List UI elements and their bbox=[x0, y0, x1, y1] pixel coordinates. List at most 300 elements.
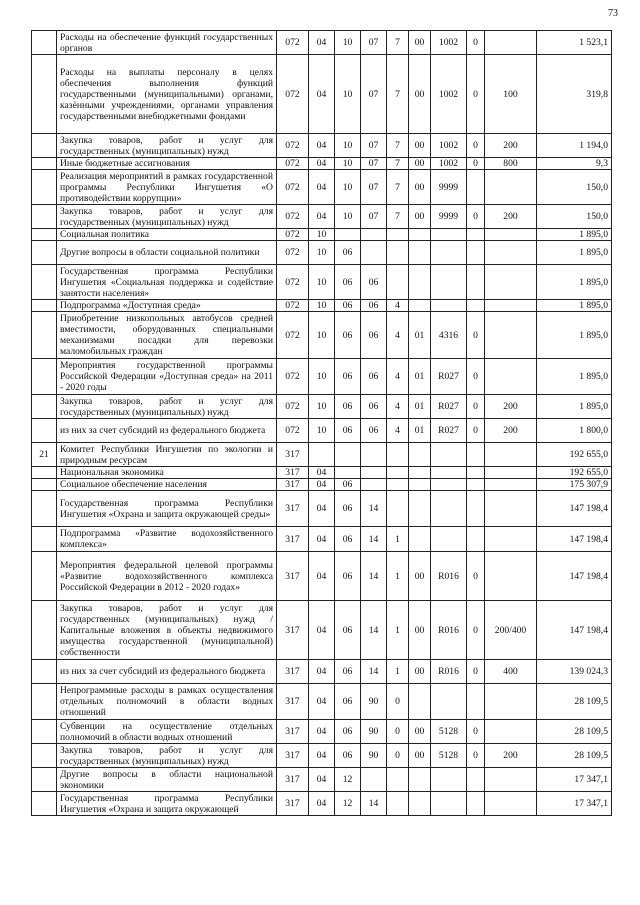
section-code: 10 bbox=[309, 229, 335, 241]
line-item-name: Другие вопросы в области социальной политики bbox=[57, 241, 277, 265]
table-row bbox=[32, 158, 612, 170]
page-number: 73 bbox=[608, 8, 618, 19]
extra-code bbox=[467, 479, 485, 491]
program-code: 07 bbox=[361, 158, 387, 170]
subprogram-code bbox=[387, 768, 409, 792]
subsection-code: 12 bbox=[335, 768, 361, 792]
extra-code: 0 bbox=[467, 419, 485, 443]
row-number bbox=[32, 792, 57, 816]
subprogram-code: 1 bbox=[387, 660, 409, 684]
activity-code: 00 bbox=[409, 158, 431, 170]
activity-code bbox=[409, 792, 431, 816]
expense-type-code bbox=[485, 527, 537, 552]
amount: 150,0 bbox=[537, 170, 612, 205]
direction-code bbox=[431, 527, 467, 552]
line-item-name: Национальная экономика bbox=[57, 467, 277, 479]
table-row bbox=[32, 300, 612, 312]
subsection-code: 12 bbox=[335, 792, 361, 816]
section-code: 10 bbox=[309, 359, 335, 395]
section-code: 10 bbox=[309, 241, 335, 265]
program-code: 06 bbox=[361, 395, 387, 419]
extra-code bbox=[467, 265, 485, 300]
program-code: 07 bbox=[361, 170, 387, 205]
program-code: 07 bbox=[361, 134, 387, 158]
subsection-code: 06 bbox=[335, 744, 361, 768]
table-row bbox=[32, 660, 612, 684]
direction-code: 1002 bbox=[431, 55, 467, 134]
expense-type-code bbox=[485, 359, 537, 395]
program-code: 06 bbox=[361, 300, 387, 312]
subprogram-code: 0 bbox=[387, 744, 409, 768]
program-code: 14 bbox=[361, 527, 387, 552]
activity-code: 00 bbox=[409, 134, 431, 158]
row-number bbox=[32, 527, 57, 552]
row-number bbox=[32, 229, 57, 241]
table-row bbox=[32, 55, 612, 134]
extra-code bbox=[467, 527, 485, 552]
activity-code: 00 bbox=[409, 744, 431, 768]
subprogram-code: 4 bbox=[387, 395, 409, 419]
section-code: 04 bbox=[309, 527, 335, 552]
expense-type-code bbox=[485, 229, 537, 241]
direction-code: 4316 bbox=[431, 312, 467, 359]
section-code: 10 bbox=[309, 265, 335, 300]
dept-code: 317 bbox=[277, 720, 309, 744]
section-code bbox=[309, 443, 335, 467]
extra-code: 0 bbox=[467, 158, 485, 170]
direction-code: R027 bbox=[431, 359, 467, 395]
section-code: 04 bbox=[309, 684, 335, 720]
subsection-code: 06 bbox=[335, 720, 361, 744]
table-row bbox=[32, 419, 612, 443]
direction-code bbox=[431, 443, 467, 467]
program-code: 14 bbox=[361, 601, 387, 660]
program-code: 06 bbox=[361, 419, 387, 443]
subprogram-code bbox=[387, 229, 409, 241]
direction-code: R016 bbox=[431, 552, 467, 601]
line-item-name: Расходы на обеспечение функций государственных органов bbox=[57, 31, 277, 55]
program-code: 90 bbox=[361, 720, 387, 744]
expense-type-code: 800 bbox=[485, 158, 537, 170]
subsection-code: 10 bbox=[335, 134, 361, 158]
amount: 175 307,9 bbox=[537, 479, 612, 491]
subprogram-code: 7 bbox=[387, 205, 409, 229]
dept-code: 072 bbox=[277, 158, 309, 170]
subprogram-code bbox=[387, 467, 409, 479]
activity-code: 00 bbox=[409, 55, 431, 134]
activity-code bbox=[409, 491, 431, 527]
line-item-name: из них за счет субсидий из федерального бюджета bbox=[57, 660, 277, 684]
table-row bbox=[32, 205, 612, 229]
section-code: 10 bbox=[309, 395, 335, 419]
row-number: 21 bbox=[32, 443, 57, 467]
row-number bbox=[32, 720, 57, 744]
program-code: 07 bbox=[361, 205, 387, 229]
subprogram-code: 0 bbox=[387, 720, 409, 744]
row-number bbox=[32, 55, 57, 134]
dept-code: 317 bbox=[277, 684, 309, 720]
direction-code: 5128 bbox=[431, 744, 467, 768]
expense-type-code bbox=[485, 467, 537, 479]
program-code: 90 bbox=[361, 684, 387, 720]
subprogram-code: 7 bbox=[387, 134, 409, 158]
row-number bbox=[32, 312, 57, 359]
subprogram-code bbox=[387, 479, 409, 491]
subsection-code: 10 bbox=[335, 31, 361, 55]
section-code: 10 bbox=[309, 300, 335, 312]
expense-type-code bbox=[485, 479, 537, 491]
table-row bbox=[32, 744, 612, 768]
amount: 17 347,1 bbox=[537, 768, 612, 792]
section-code: 04 bbox=[309, 552, 335, 601]
extra-code bbox=[467, 792, 485, 816]
subprogram-code: 0 bbox=[387, 684, 409, 720]
dept-code: 317 bbox=[277, 491, 309, 527]
section-code: 04 bbox=[309, 55, 335, 134]
row-number bbox=[32, 552, 57, 601]
dept-code: 072 bbox=[277, 31, 309, 55]
program-code: 06 bbox=[361, 312, 387, 359]
extra-code bbox=[467, 300, 485, 312]
subsection-code: 06 bbox=[335, 479, 361, 491]
dept-code: 072 bbox=[277, 300, 309, 312]
dept-code: 317 bbox=[277, 660, 309, 684]
line-item-name: Государственная программа Республики Ингушетия «Социальная поддержка и содействие занятости населения» bbox=[57, 265, 277, 300]
amount: 28 109,5 bbox=[537, 744, 612, 768]
section-code: 04 bbox=[309, 491, 335, 527]
activity-code bbox=[409, 265, 431, 300]
budget-table bbox=[31, 30, 612, 816]
subsection-code: 06 bbox=[335, 601, 361, 660]
subprogram-code: 4 bbox=[387, 419, 409, 443]
activity-code: 00 bbox=[409, 601, 431, 660]
line-item-name: Расходы на выплаты персоналу в целях обеспечения выполнения функций государственными (муниципальными) органами, казёнными учреждениями, органами управления государственными внебюджетными фондами bbox=[57, 55, 277, 134]
line-item-name: из них за счет субсидий из федерального бюджета bbox=[57, 419, 277, 443]
amount: 139 024,3 bbox=[537, 660, 612, 684]
amount: 1 523,1 bbox=[537, 31, 612, 55]
direction-code bbox=[431, 491, 467, 527]
subsection-code: 06 bbox=[335, 684, 361, 720]
program-code bbox=[361, 479, 387, 491]
program-code: 14 bbox=[361, 491, 387, 527]
row-number bbox=[32, 491, 57, 527]
activity-code: 01 bbox=[409, 312, 431, 359]
extra-code: 0 bbox=[467, 205, 485, 229]
line-item-name: Закупка товаров, работ и услуг для государственных (муниципальных) нужд / Капитальные вложения в объекты недвижимого имущества государственной (муниципальной) собственности bbox=[57, 601, 277, 660]
dept-code: 072 bbox=[277, 419, 309, 443]
line-item-name: Мероприятия государственной программы Российской Федерации «Доступная среда» на 2011 - 2020 годы bbox=[57, 359, 277, 395]
amount: 192 655,0 bbox=[537, 443, 612, 467]
line-item-name: Государственная программа Республики Ингушетия «Охрана и защита окружающей среды» bbox=[57, 491, 277, 527]
amount: 9,3 bbox=[537, 158, 612, 170]
extra-code: 0 bbox=[467, 359, 485, 395]
table-row bbox=[32, 479, 612, 491]
subsection-code: 06 bbox=[335, 359, 361, 395]
table-row bbox=[32, 467, 612, 479]
table-row bbox=[32, 601, 612, 660]
row-number bbox=[32, 744, 57, 768]
amount: 1 895,0 bbox=[537, 229, 612, 241]
section-code: 04 bbox=[309, 768, 335, 792]
line-item-name: Закупка товаров, работ и услуг для государственных (муниципальных) нужд bbox=[57, 134, 277, 158]
subprogram-code: 4 bbox=[387, 312, 409, 359]
section-code: 04 bbox=[309, 792, 335, 816]
section-code: 04 bbox=[309, 31, 335, 55]
section-code: 04 bbox=[309, 720, 335, 744]
expense-type-code: 400 bbox=[485, 660, 537, 684]
activity-code: 00 bbox=[409, 205, 431, 229]
dept-code: 072 bbox=[277, 241, 309, 265]
subprogram-code: 4 bbox=[387, 359, 409, 395]
subsection-code: 06 bbox=[335, 395, 361, 419]
dept-code: 072 bbox=[277, 134, 309, 158]
extra-code: 0 bbox=[467, 744, 485, 768]
subsection-code bbox=[335, 229, 361, 241]
direction-code bbox=[431, 479, 467, 491]
line-item-name: Социальное обеспечение населения bbox=[57, 479, 277, 491]
extra-code bbox=[467, 467, 485, 479]
activity-code: 01 bbox=[409, 359, 431, 395]
extra-code bbox=[467, 443, 485, 467]
table-row bbox=[32, 443, 612, 467]
direction-code: 5128 bbox=[431, 720, 467, 744]
activity-code: 00 bbox=[409, 552, 431, 601]
subsection-code: 06 bbox=[335, 527, 361, 552]
line-item-name: Социальная политика bbox=[57, 229, 277, 241]
dept-code: 072 bbox=[277, 395, 309, 419]
subsection-code: 06 bbox=[335, 300, 361, 312]
subprogram-code bbox=[387, 491, 409, 527]
subsection-code: 10 bbox=[335, 170, 361, 205]
extra-code: 0 bbox=[467, 31, 485, 55]
line-item-name: Закупка товаров, работ и услуг для государственных (муниципальных) нужд bbox=[57, 205, 277, 229]
subsection-code: 10 bbox=[335, 158, 361, 170]
subsection-code: 06 bbox=[335, 265, 361, 300]
expense-type-code bbox=[485, 241, 537, 265]
dept-code: 072 bbox=[277, 359, 309, 395]
row-number bbox=[32, 395, 57, 419]
amount: 192 655,0 bbox=[537, 467, 612, 479]
section-code: 04 bbox=[309, 170, 335, 205]
direction-code: 1002 bbox=[431, 31, 467, 55]
expense-type-code bbox=[485, 491, 537, 527]
expense-type-code bbox=[485, 443, 537, 467]
amount: 150,0 bbox=[537, 205, 612, 229]
extra-code: 0 bbox=[467, 134, 485, 158]
dept-code: 317 bbox=[277, 744, 309, 768]
line-item-name: Мероприятия федеральной целевой программы «Развитие водохозяйственного комплекса Российской Федерации в 2012 - 2020 годах» bbox=[57, 552, 277, 601]
subsection-code bbox=[335, 467, 361, 479]
program-code: 90 bbox=[361, 744, 387, 768]
row-number bbox=[32, 265, 57, 300]
activity-code bbox=[409, 684, 431, 720]
row-number bbox=[32, 601, 57, 660]
amount: 1 194,0 bbox=[537, 134, 612, 158]
expense-type-code bbox=[485, 265, 537, 300]
activity-code: 01 bbox=[409, 395, 431, 419]
subprogram-code: 7 bbox=[387, 158, 409, 170]
program-code: 07 bbox=[361, 55, 387, 134]
dept-code: 072 bbox=[277, 312, 309, 359]
subsection-code: 06 bbox=[335, 312, 361, 359]
section-code: 10 bbox=[309, 312, 335, 359]
extra-code: 0 bbox=[467, 601, 485, 660]
direction-code bbox=[431, 229, 467, 241]
subprogram-code: 7 bbox=[387, 170, 409, 205]
extra-code bbox=[467, 491, 485, 527]
subsection-code: 10 bbox=[335, 205, 361, 229]
row-number bbox=[32, 170, 57, 205]
subprogram-code: 7 bbox=[387, 31, 409, 55]
extra-code: 0 bbox=[467, 395, 485, 419]
row-number bbox=[32, 31, 57, 55]
table-row bbox=[32, 720, 612, 744]
expense-type-code: 100 bbox=[485, 55, 537, 134]
table-row bbox=[32, 491, 612, 527]
row-number bbox=[32, 359, 57, 395]
table-row bbox=[32, 359, 612, 395]
dept-code: 317 bbox=[277, 552, 309, 601]
table-row bbox=[32, 312, 612, 359]
expense-type-code bbox=[485, 312, 537, 359]
extra-code: 0 bbox=[467, 312, 485, 359]
table-row bbox=[32, 684, 612, 720]
activity-code bbox=[409, 527, 431, 552]
expense-type-code: 200/400 bbox=[485, 601, 537, 660]
direction-code bbox=[431, 265, 467, 300]
activity-code: 00 bbox=[409, 31, 431, 55]
amount: 147 198,4 bbox=[537, 491, 612, 527]
section-code: 04 bbox=[309, 601, 335, 660]
table-row bbox=[32, 527, 612, 552]
amount: 1 895,0 bbox=[537, 359, 612, 395]
amount: 319,8 bbox=[537, 55, 612, 134]
extra-code: 0 bbox=[467, 55, 485, 134]
line-item-name: Закупка товаров, работ и услуг для государственных (муниципальных) нужд bbox=[57, 744, 277, 768]
table-row bbox=[32, 395, 612, 419]
dept-code: 317 bbox=[277, 467, 309, 479]
subsection-code: 06 bbox=[335, 491, 361, 527]
row-number bbox=[32, 300, 57, 312]
dept-code: 317 bbox=[277, 527, 309, 552]
activity-code: 00 bbox=[409, 720, 431, 744]
subprogram-code bbox=[387, 265, 409, 300]
section-code: 04 bbox=[309, 744, 335, 768]
amount: 1 895,0 bbox=[537, 312, 612, 359]
table-row bbox=[32, 768, 612, 792]
amount: 28 109,5 bbox=[537, 684, 612, 720]
direction-code: 1002 bbox=[431, 158, 467, 170]
amount: 147 198,4 bbox=[537, 552, 612, 601]
direction-code: R027 bbox=[431, 419, 467, 443]
activity-code bbox=[409, 229, 431, 241]
extra-code bbox=[467, 229, 485, 241]
expense-type-code: 200 bbox=[485, 205, 537, 229]
dept-code: 072 bbox=[277, 229, 309, 241]
direction-code: R027 bbox=[431, 395, 467, 419]
program-code: 14 bbox=[361, 660, 387, 684]
table-row bbox=[32, 170, 612, 205]
section-code: 04 bbox=[309, 158, 335, 170]
dept-code: 072 bbox=[277, 205, 309, 229]
table-row bbox=[32, 241, 612, 265]
program-code: 07 bbox=[361, 31, 387, 55]
subprogram-code: 7 bbox=[387, 55, 409, 134]
amount: 1 800,0 bbox=[537, 419, 612, 443]
extra-code: 0 bbox=[467, 552, 485, 601]
line-item-name: Комитет Республики Ингушетия по экологии и природным ресурсам bbox=[57, 443, 277, 467]
dept-code: 317 bbox=[277, 479, 309, 491]
program-code: 14 bbox=[361, 552, 387, 601]
expense-type-code: 200 bbox=[485, 395, 537, 419]
expense-type-code: 200 bbox=[485, 419, 537, 443]
activity-code bbox=[409, 479, 431, 491]
subprogram-code bbox=[387, 241, 409, 265]
line-item-name: Субвенции на осуществление отдельных полномочий в области водных отношений bbox=[57, 720, 277, 744]
table-row bbox=[32, 134, 612, 158]
amount: 147 198,4 bbox=[537, 527, 612, 552]
activity-code bbox=[409, 768, 431, 792]
extra-code bbox=[467, 768, 485, 792]
program-code bbox=[361, 443, 387, 467]
expense-type-code bbox=[485, 552, 537, 601]
direction-code bbox=[431, 467, 467, 479]
program-code bbox=[361, 768, 387, 792]
table-row bbox=[32, 31, 612, 55]
amount: 1 895,0 bbox=[537, 300, 612, 312]
amount: 1 895,0 bbox=[537, 395, 612, 419]
table-row bbox=[32, 265, 612, 300]
amount: 1 895,0 bbox=[537, 265, 612, 300]
expense-type-code: 200 bbox=[485, 744, 537, 768]
dept-code: 317 bbox=[277, 768, 309, 792]
subprogram-code bbox=[387, 443, 409, 467]
extra-code: 0 bbox=[467, 720, 485, 744]
section-code: 04 bbox=[309, 479, 335, 491]
budget-table-body bbox=[32, 31, 612, 816]
expense-type-code bbox=[485, 792, 537, 816]
subsection-code: 06 bbox=[335, 419, 361, 443]
expense-type-code bbox=[485, 300, 537, 312]
activity-code bbox=[409, 241, 431, 265]
subsection-code: 06 bbox=[335, 552, 361, 601]
section-code: 10 bbox=[309, 419, 335, 443]
row-number bbox=[32, 158, 57, 170]
row-number bbox=[32, 134, 57, 158]
expense-type-code bbox=[485, 31, 537, 55]
line-item-name: Иные бюджетные ассигнования bbox=[57, 158, 277, 170]
direction-code bbox=[431, 684, 467, 720]
subprogram-code: 1 bbox=[387, 527, 409, 552]
amount: 147 198,4 bbox=[537, 601, 612, 660]
extra-code: 0 bbox=[467, 660, 485, 684]
amount: 1 895,0 bbox=[537, 241, 612, 265]
direction-code: 9999 bbox=[431, 170, 467, 205]
row-number bbox=[32, 419, 57, 443]
subprogram-code: 4 bbox=[387, 300, 409, 312]
activity-code: 00 bbox=[409, 170, 431, 205]
amount: 17 347,1 bbox=[537, 792, 612, 816]
subsection-code: 10 bbox=[335, 55, 361, 134]
activity-code bbox=[409, 300, 431, 312]
program-code bbox=[361, 241, 387, 265]
subprogram-code: 1 bbox=[387, 552, 409, 601]
table-row bbox=[32, 552, 612, 601]
subsection-code: 06 bbox=[335, 660, 361, 684]
line-item-name: Реализация мероприятий в рамках государственной программы Республики Ингушетия «О противодействии коррупции» bbox=[57, 170, 277, 205]
line-item-name: Подпрограмма «Доступная среда» bbox=[57, 300, 277, 312]
dept-code: 072 bbox=[277, 265, 309, 300]
